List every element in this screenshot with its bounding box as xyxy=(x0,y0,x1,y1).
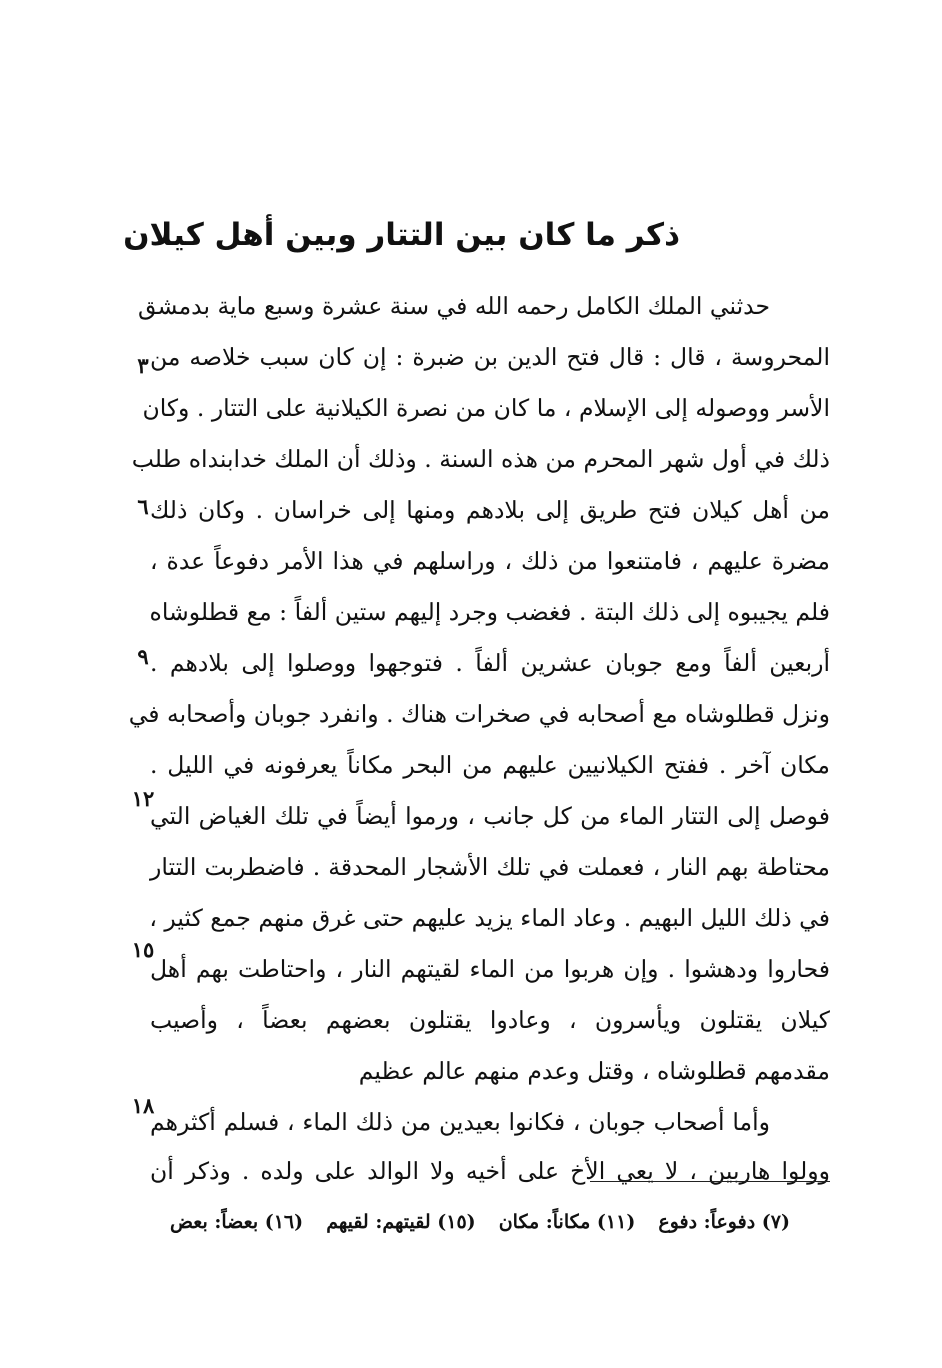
text-line: الأسر ووصوله إلى الإسلام ، ما كان من نصرة الكيلانية على التتار . وكان xyxy=(142,394,830,422)
text-line: من أهل كيلان فتح طريق إلى بلادهم ومنها إلى خراسان . وكان ذلك xyxy=(150,496,830,524)
text-line: المحروسة ، قال : قال فتح الدين بن ضبرة : إن كان سبب خلاصه من xyxy=(150,343,830,371)
text-line: كيلان يقتلون ويأسرون ، وعادوا يقتلون بعضهم بعضاً ، وأصيب xyxy=(150,1006,830,1034)
text-line: فوصل إلى التتار الماء من كل جانب ، ورموا أيضاً في تلك الغياض التي xyxy=(150,802,830,830)
text-line: محتاطة بهم النار ، فعملت في تلك الأشجار المحدقة . فاضطربت التتار xyxy=(150,853,830,881)
text-line: مضرة عليهم ، فامتنعوا من ذلك ، وراسلهم في هذا الأمر دفوعاً عدة ، xyxy=(150,547,830,575)
line-number: ٩ xyxy=(137,644,149,669)
text-line: في ذلك الليل البهيم . وعاد الماء يزيد عليهم حتى غرق منهم جمع كثير ، xyxy=(149,904,830,932)
text-line: ونزل قطلوشاه مع أصحابه في صخرات هناك . وانفرد جوبان وأصحابه في xyxy=(128,700,830,728)
footnote: (٧) دفوعاً: دفوع xyxy=(658,1211,790,1233)
footnote-divider xyxy=(590,1181,830,1182)
line-number: ١٥ xyxy=(131,937,155,962)
text-line: فلم يجيبوه إلى ذلك البتة . فغضب وجرد إليهم ستين ألفاً : مع قطلوشاه xyxy=(149,598,830,626)
line-number: ٦ xyxy=(137,494,149,519)
text-line: أربعين ألفاً ومع جوبان عشرين ألفاً . فتوجهوا ووصلوا إلى بلادهم . xyxy=(150,649,830,677)
footnote: (١٦) بعضاً: بعض xyxy=(170,1211,304,1233)
footnote: (١١) مكاناً: مكان xyxy=(498,1211,636,1233)
line-number: ٣ xyxy=(137,353,149,378)
text-line: وولوا هاربين ، لا يعي الأخ على أخيه ولا الوالد على ولده . وذكر أن xyxy=(150,1157,830,1185)
text-line: فحاروا ودهشوا . وإن هربوا من الماء لقيتهم النار ، واحتاطت بهم أهل xyxy=(150,955,830,983)
footnotes xyxy=(170,1202,790,1242)
line-number: ١٢ xyxy=(131,786,155,811)
text-line: حدثني الملك الكامل رحمه الله في سنة عشرة وسبع ماية بدمشق xyxy=(138,292,770,320)
line-number: ١٨ xyxy=(131,1093,155,1118)
text-line: مقدمهم قطلوشاه ، وقتل وعدم منهم عالم عظيم xyxy=(358,1057,830,1085)
text-line: مكان آخر . ففتح الكيلانيين عليهم من البحر مكاناً يعرفونه في الليل . xyxy=(150,751,830,779)
text-line: وأما أصحاب جوبان ، فكانوا بعيدين من ذلك الماء ، فسلم أكثرهم xyxy=(150,1108,770,1136)
chapter-heading: ذكر ما كان بين التتار وبين أهل كيلان xyxy=(123,217,680,253)
text-line: ذلك في أول شهر المحرم من هذه السنة . وذلك أن الملك خدابنداه طلب xyxy=(131,445,830,473)
footnote: (١٥) لقيتهم: لقيهم xyxy=(326,1211,476,1233)
